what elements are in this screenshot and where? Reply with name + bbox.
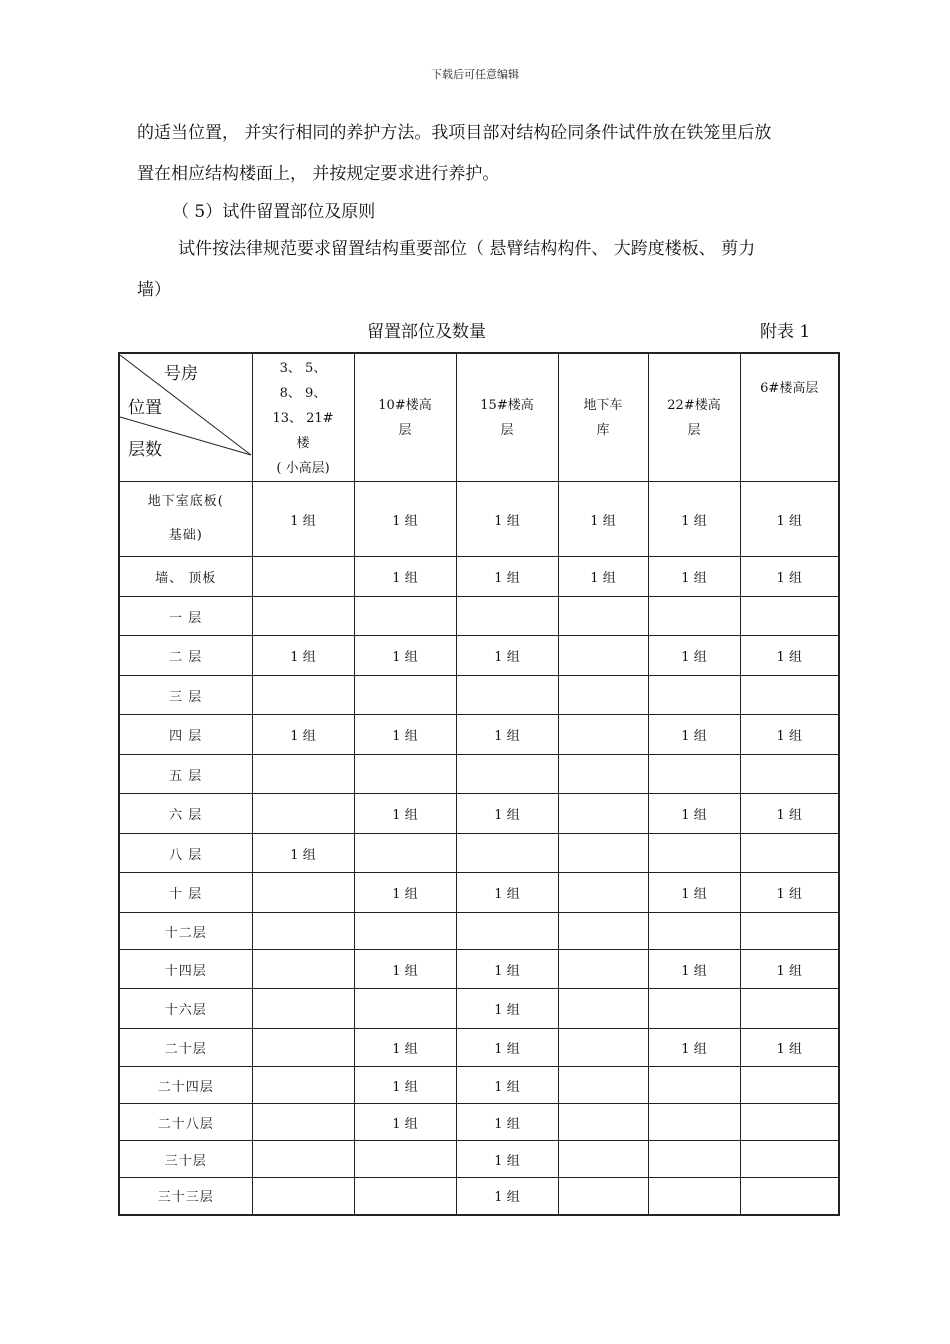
table-cell [648,1104,740,1141]
table-cell: 1 组 [354,557,456,597]
table-cell: 1 组 [456,873,558,913]
row-label: 三 层 [119,676,252,715]
table-cell [558,834,648,873]
table-cell: 1 组 [740,1029,839,1067]
table-cell [252,913,354,950]
table-row [119,950,839,989]
table-cell [252,676,354,715]
table-cell: 1 组 [740,636,839,676]
table-cell [648,1178,740,1215]
table-cell: 1 组 [740,873,839,913]
table-row [119,794,839,834]
table-cell [558,636,648,676]
table-cell [354,676,456,715]
table-cell [456,597,558,636]
table-cell [558,794,648,834]
table-cell [354,913,456,950]
table-cell [740,1141,839,1178]
table-cell: 1 组 [252,482,354,557]
table-cell: 1 组 [648,482,740,557]
table-header-row [119,353,839,482]
column-header: 3、 5、 8、 9、 13、 21# 楼 ( 小高层) [252,353,354,482]
table-cell [740,755,839,794]
table-cell [456,913,558,950]
table-cell [354,989,456,1029]
paragraph-line: 置在相应结构楼面上， 并按规定要求进行养护。 [137,164,500,184]
row-label: 十二层 [119,913,252,950]
table-cell: 1 组 [456,989,558,1029]
specimen-table [118,352,840,1216]
page-header-note: 下载后可任意编辑 [431,68,519,81]
table-cell: 1 组 [456,715,558,755]
row-label: 六 层 [119,794,252,834]
table-row [119,834,839,873]
row-label: 一 层 [119,597,252,636]
table-cell [648,1141,740,1178]
table-cell [558,1104,648,1141]
table-cell: 1 组 [740,482,839,557]
table-cell: 1 组 [354,482,456,557]
row-label: 二十层 [119,1029,252,1067]
table-cell: 1 组 [456,1178,558,1215]
column-header: 6#楼高层 [740,353,839,482]
section-heading: （ 5）试件留置部位及原则 [172,202,376,222]
table-cell: 1 组 [456,950,558,989]
table-cell [252,950,354,989]
table-cell [354,834,456,873]
table-caption: 留置部位及数量 [367,322,486,342]
row-label: 三十三层 [119,1178,252,1215]
table-cell [740,1178,839,1215]
table-cell: 1 组 [354,873,456,913]
corner-label-mid: 位置 [128,397,162,418]
table-cell: 1 组 [456,1067,558,1104]
row-label: 墙、 顶板 [119,557,252,597]
column-header: 地下车 库 [558,353,648,482]
table-cell: 1 组 [456,636,558,676]
table-cell: 1 组 [354,1067,456,1104]
appendix-label: 附表 1 [760,322,811,342]
table-cell [354,1141,456,1178]
table-cell: 1 组 [252,636,354,676]
row-label: 四 层 [119,715,252,755]
column-header: 10#楼高 层 [354,353,456,482]
paragraph-line: 试件按法律规范要求留置结构重要部位（ 悬臂结构构件、 大跨度楼板、 剪力 [178,239,756,259]
table-row [119,715,839,755]
table-cell: 1 组 [648,794,740,834]
table-cell [252,557,354,597]
table-cell: 1 组 [354,1104,456,1141]
table-cell [740,913,839,950]
table-cell: 1 组 [648,1029,740,1067]
table-cell: 1 组 [558,557,648,597]
table-cell [252,1067,354,1104]
table-cell [648,834,740,873]
table-cell [740,1067,839,1104]
table-cell [648,676,740,715]
table-cell [740,1104,839,1141]
corner-label-bottom: 层数 [128,439,162,460]
table-row [119,913,839,950]
table-cell [252,794,354,834]
table-cell [648,913,740,950]
row-label: 三十层 [119,1141,252,1178]
table-cell: 1 组 [456,482,558,557]
table-cell: 1 组 [252,834,354,873]
table-cell: 1 组 [648,873,740,913]
row-label: 十六层 [119,989,252,1029]
table-cell [456,834,558,873]
table-cell [354,755,456,794]
table-cell: 1 组 [740,950,839,989]
table-cell: 1 组 [252,715,354,755]
row-label: 地下室底板( 基础) [119,482,252,557]
table-cell: 1 组 [648,950,740,989]
table-cell [252,1141,354,1178]
table-cell: 1 组 [740,715,839,755]
table-cell [740,834,839,873]
table-row [119,989,839,1029]
table-cell [558,1141,648,1178]
row-label: 十 层 [119,873,252,913]
table-cell [456,676,558,715]
table-cell: 1 组 [456,1029,558,1067]
table-cell [252,1029,354,1067]
table-row [119,636,839,676]
table-cell: 1 组 [558,482,648,557]
table-cell [558,1067,648,1104]
table-cell: 1 组 [456,794,558,834]
table-cell: 1 组 [456,1104,558,1141]
table-cell: 1 组 [354,715,456,755]
table-row [119,1029,839,1067]
table-cell [252,1178,354,1215]
corner-header-cell [119,353,252,482]
paragraph-line: 的适当位置， 并实行相同的养护方法。我项目部对结构砼同条件试件放在铁笼里后放 [137,123,772,143]
table-cell: 1 组 [648,557,740,597]
table-cell: 1 组 [740,557,839,597]
table-cell [252,1104,354,1141]
table-row [119,755,839,794]
table-cell: 1 组 [456,557,558,597]
row-label: 十四层 [119,950,252,989]
column-header: 15#楼高 层 [456,353,558,482]
table-cell [740,597,839,636]
table-cell [252,873,354,913]
table-cell [252,989,354,1029]
table-row [119,1141,839,1178]
table-row [119,557,839,597]
table-cell [558,989,648,1029]
table-row [119,597,839,636]
table-row [119,1178,839,1215]
table-row [119,1104,839,1141]
table-cell: 1 组 [354,636,456,676]
row-label: 二十四层 [119,1067,252,1104]
row-label: 五 层 [119,755,252,794]
table-cell [740,989,839,1029]
table-cell [558,597,648,636]
table-cell [648,989,740,1029]
corner-label-top: 号房 [164,363,198,384]
table-cell: 1 组 [456,1141,558,1178]
table-cell [558,873,648,913]
table-cell: 1 组 [354,794,456,834]
paragraph-line: 墙） [137,280,171,300]
table-cell [648,597,740,636]
table-cell: 1 组 [648,636,740,676]
table-row [119,676,839,715]
table-cell [558,755,648,794]
table-row [119,1067,839,1104]
row-label: 二 层 [119,636,252,676]
table-cell [558,715,648,755]
table-row [119,482,839,557]
table-cell [648,755,740,794]
row-label: 二十八层 [119,1104,252,1141]
table-cell [252,597,354,636]
table-cell: 1 组 [740,794,839,834]
column-header: 22#楼高 层 [648,353,740,482]
table-cell [558,950,648,989]
table-cell [354,597,456,636]
table-cell [354,1178,456,1215]
table-cell [558,676,648,715]
table-row [119,873,839,913]
table-cell: 1 组 [648,715,740,755]
table-cell [558,913,648,950]
table-cell [456,755,558,794]
table-cell [558,1029,648,1067]
table-cell [740,676,839,715]
row-label: 八 层 [119,834,252,873]
table-cell: 1 组 [354,1029,456,1067]
table-cell [252,755,354,794]
table-cell: 1 组 [354,950,456,989]
table-cell [558,1178,648,1215]
table-cell [648,1067,740,1104]
